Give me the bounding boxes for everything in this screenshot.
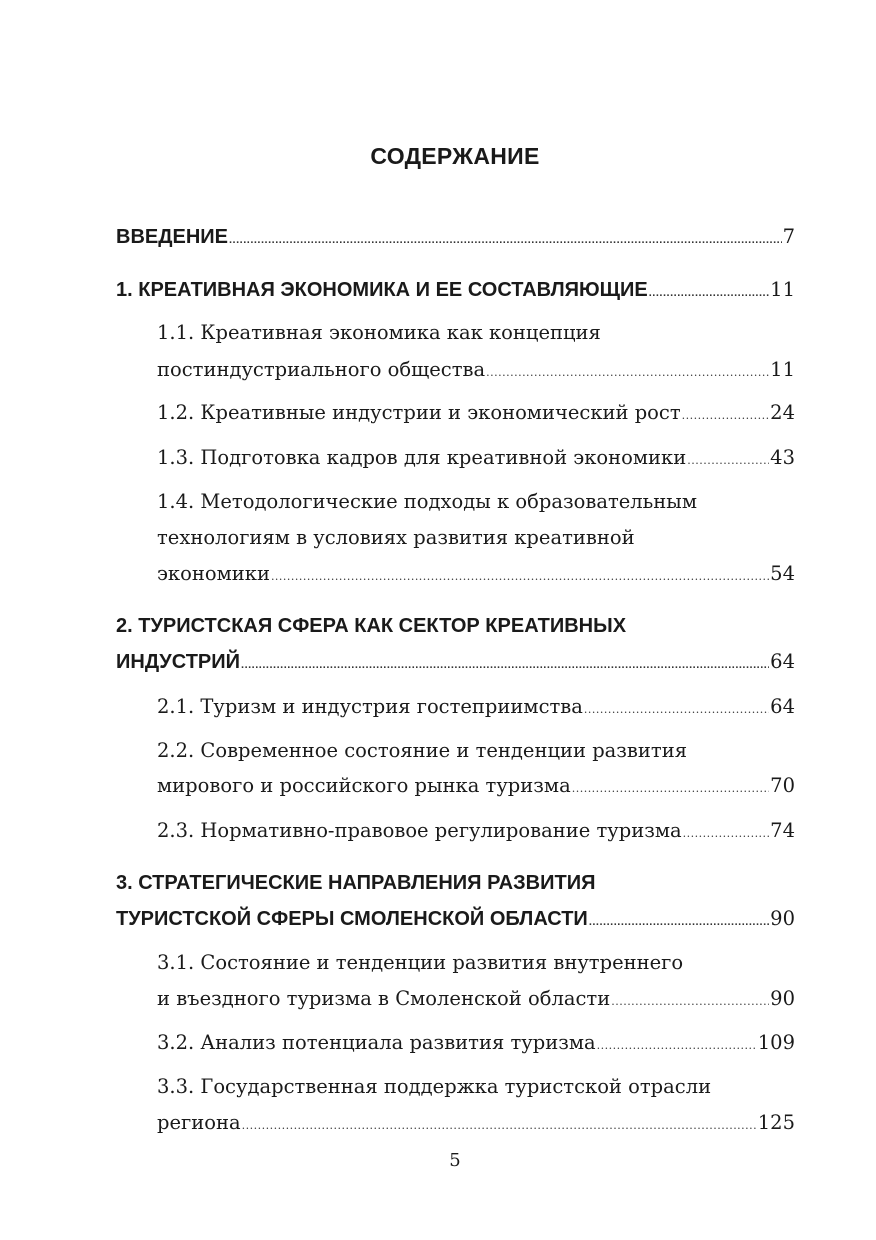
page-title: СОДЕРЖАНИЕ [370,143,540,169]
toc-entry-title: 1. КРЕАТИВНАЯ ЭКОНОМИКА И ЕЕ СОСТАВЛЯЮЩИЕ [116,279,648,301]
dot-leader [241,650,769,680]
toc-page-number: 109 [757,1031,795,1054]
toc-entry-title: постиндустриального общества [157,358,486,381]
toc-entry-title: мирового и российского рынка туризма [157,774,571,797]
toc-page-number: 90 [770,987,795,1010]
dot-leader [597,1031,757,1061]
dot-leader [271,562,769,592]
toc-entry-2-3[interactable] [157,816,795,846]
toc-entry-2-2-line1[interactable]: 2.2. Современное состояние и тенденции развития [157,739,687,762]
toc-page-number: 64 [770,695,795,718]
toc-page-number: 74 [770,819,795,842]
toc-entry-1-4[interactable] [157,559,795,589]
toc-entry-title: 2.3. Нормативно-правовое регулирование туризма [157,819,682,842]
toc-entry-2-1[interactable] [157,692,795,722]
page-number: 5 [449,1150,461,1171]
dot-leader [229,225,782,255]
toc-entry-chapter-1[interactable] [116,275,795,305]
dot-leader [486,358,769,388]
toc-entry-title: региона [157,1111,241,1134]
dot-leader [584,695,769,725]
toc-entry-1-1[interactable] [157,355,795,385]
dot-leader [683,819,770,849]
toc-page-number: 64 [770,650,795,673]
toc-entry-title: экономики [157,562,270,585]
dot-leader [611,987,769,1017]
toc-page-number: 125 [757,1111,795,1134]
dot-leader [572,774,769,804]
toc-page-number: 11 [770,278,795,301]
toc-page-number: 11 [770,358,795,381]
toc-entry-3-3-line1[interactable]: 3.3. Государственная поддержка туристской отрасли [157,1075,712,1098]
dot-leader [687,446,769,476]
toc-entry-title: 1.2. Креативные индустрии и экономический рост [157,401,681,424]
toc-entry-3-2[interactable] [157,1028,795,1058]
toc-entry-chapter-2[interactable] [116,647,795,677]
toc-entry-title: ВВЕДЕНИЕ [116,226,228,248]
dot-leader [242,1111,757,1141]
toc-entry-title: 2.1. Туризм и индустрия гостеприимства [157,695,583,718]
dot-leader [682,401,770,431]
toc-entry-chapter-2-line1[interactable]: 2. ТУРИСТСКАЯ СФЕРА КАК СЕКТОР КРЕАТИВНЫХ [116,615,627,637]
toc-page-number: 43 [770,446,795,469]
toc-entry-1-1-line1[interactable]: 1.1. Креативная экономика как концепция [157,321,601,344]
toc-entry-1-4-line2[interactable]: технологиям в условиях развития креативной [157,526,635,549]
toc-entry-1-3[interactable] [157,443,795,473]
toc-entry-intro[interactable] [116,222,795,252]
toc-entry-1-4-line1[interactable]: 1.4. Методологические подходы к образовательным [157,490,697,513]
toc-entry-1-2[interactable] [157,398,795,428]
toc-entry-chapter-3[interactable] [116,904,795,934]
toc-entry-3-3[interactable] [157,1108,795,1138]
toc-entry-title: и въездного туризма в Смоленской области [157,987,611,1010]
toc-entry-title: 3.2. Анализ потенциала развития туризма [157,1031,596,1054]
toc-entry-title: ТУРИСТСКОЙ СФЕРЫ СМОЛЕНСКОЙ ОБЛАСТИ [116,908,588,930]
toc-page-number: 7 [782,225,795,248]
toc-page-number: 70 [770,774,795,797]
toc-entry-chapter-3-line1[interactable]: 3. СТРАТЕГИЧЕСКИЕ НАПРАВЛЕНИЯ РАЗВИТИЯ [116,872,596,894]
dot-leader [649,278,769,308]
toc-page-number: 24 [770,401,795,424]
dot-leader [589,907,769,937]
toc-page-number: 90 [770,907,795,930]
toc-entry-3-1[interactable] [157,984,795,1014]
toc-entry-title: 1.3. Подготовка кадров для креативной экономики [157,446,687,469]
toc-entry-title: ИНДУСТРИЙ [116,651,241,673]
toc-page-number: 54 [770,562,795,585]
toc-entry-3-1-line1[interactable]: 3.1. Состояние и тенденции развития внутреннего [157,951,684,974]
toc-entry-2-2[interactable] [157,771,795,801]
